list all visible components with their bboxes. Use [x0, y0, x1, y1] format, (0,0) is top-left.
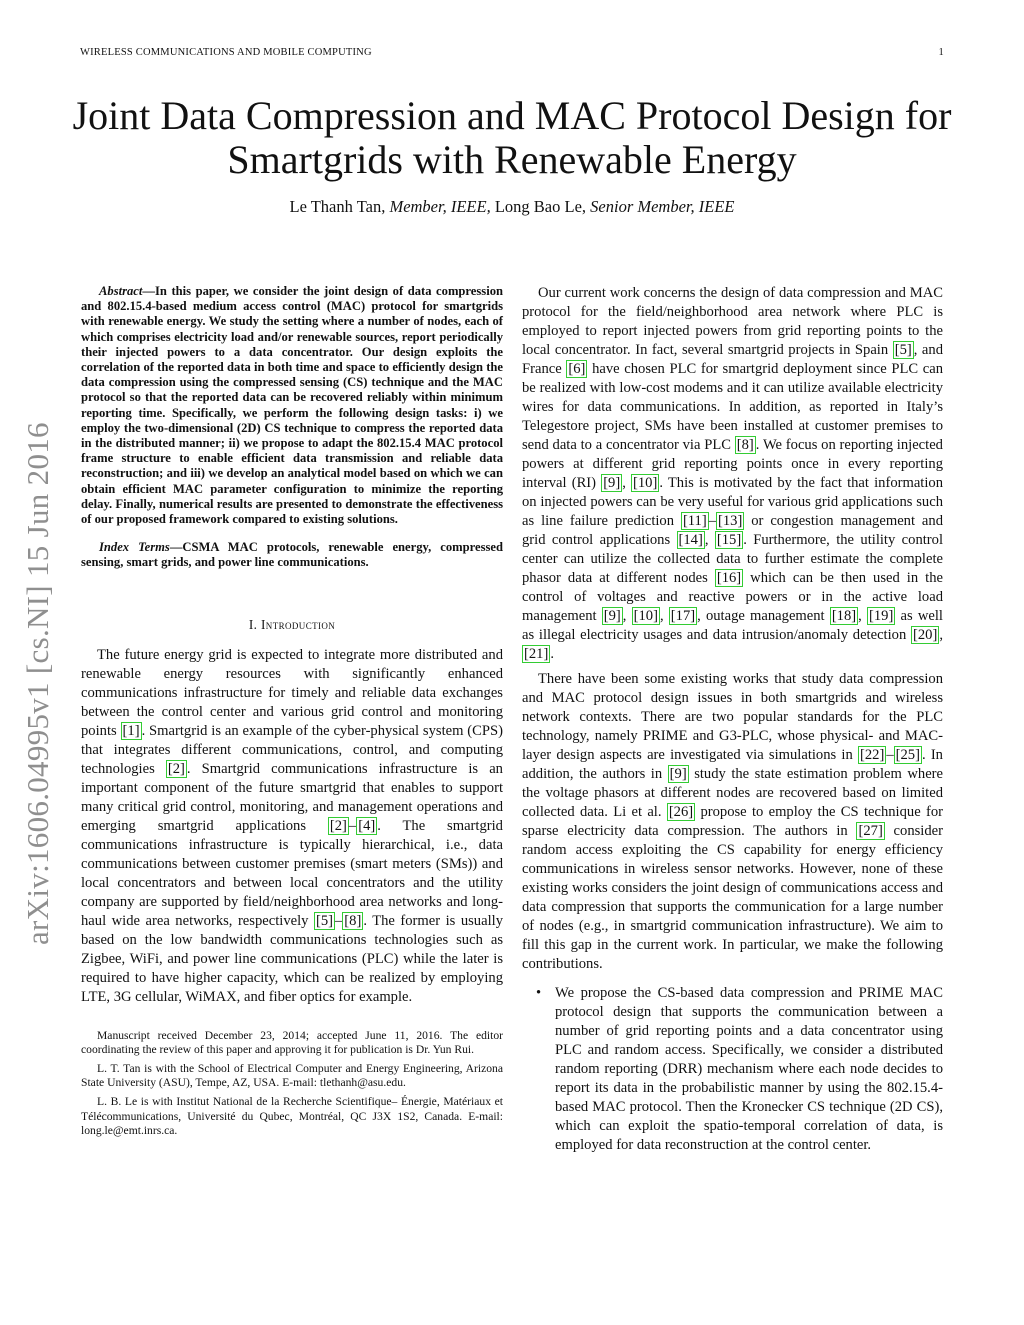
text-run: . We focus on reporting injected powers at different grid reporting points once in every reporting interval (RI) [522, 437, 943, 491]
author-1-name: Le Thanh Tan, [289, 197, 390, 216]
citation-link[interactable]: [6] [568, 361, 586, 377]
citation-link[interactable]: [8] [344, 912, 362, 929]
citation-link[interactable]: [5] [894, 342, 912, 358]
footnote-manuscript: Manuscript received December 23, 2014; accepted June 11, 2016. The editor coordinating the review of this paper and approving it for publication is Dr. Yun Rui. [81, 1028, 503, 1057]
text-run: , [622, 608, 632, 624]
citation-link[interactable]: [16] [716, 570, 742, 586]
text-run: consider random access exploiting the CS capability for energy efficiency communications in wireless sensor networks. However, none of these existing works considers the joint design of communications access and data compression that supports the communication for a large number of nodes (e.g., in smartgrid communication infrastructure). We aim to fill this gap in the current work. In particular, we make the following contributions. [522, 823, 943, 972]
body-paragraph [522, 670, 943, 974]
text-run: , and France [522, 342, 943, 377]
bullet-text: We propose the CS-based data compression and PRIME MAC protocol design that supports the communication between a number of grid reporting points and a data concentrator using PLC and random access. Specifically, we consider a distributed random reporting (DRR) mechanism where each node decides to report its data in the probabilistic manner by using the 802.15.4-based MAC protocol. Then the Kronecker CS technique (2D CS), which can exploit the spatio-temporal correlation of data, is employed for data reconstruction at the control center. [555, 985, 943, 1153]
text-run: . In addition, the authors in [522, 747, 943, 782]
citation-link[interactable]: [15] [716, 532, 742, 548]
citation-link[interactable]: [20] [913, 627, 938, 643]
index-terms-text: —CSMA MAC protocols, renewable energy, compressed sensing, smart grids, and power line communications. [81, 540, 503, 570]
running-head [80, 47, 944, 58]
footnotes [81, 1029, 503, 1139]
index-terms-label: Index Terms [99, 540, 170, 555]
citation-link[interactable]: [22] [860, 747, 885, 763]
text-run: , [939, 627, 943, 643]
citation-link[interactable]: [11] [682, 513, 707, 529]
section-title: Introduction [261, 616, 336, 632]
abstract-text: —In this paper, we consider the joint design of data compression and 802.15.4-based medium access control (MAC) protocol for smartgrids with renewable energy. We study the setting where a number of nodes, each of which comprises electricity load and/or renewable sources, report periodically their injected powers to a data concentrator. Our design exploits the correlation of the reported data in both time and space to efficiently design the data compression using the compressed sensing (CS) technique and the MAC protocol so that the reported data can be recovered reliably within minimum reporting time. Specifically, we perform the following design tasks: i) we employ the two-dimensional (2D) CS technique to compress the reported data in the distributed manner; ii) we propose to adapt the 802.15.4 MAC protocol frame structure to enable efficient data transmission and reliable data reconstruction; and iii) we develop an analytical model based on which we can obtain efficient MAC parameter configuration to minimize the reporting delay. Finally, numerical results are presented to demonstrate the effectiveness of our proposed framework compared to existing solutions. [81, 284, 503, 527]
right-column [522, 284, 943, 1155]
text-run: , [659, 608, 669, 624]
text-run: which can be then used in the control of voltages and reactive powers or in the active load management [522, 570, 943, 624]
text-run: , [858, 608, 867, 624]
citation-link[interactable]: [10] [633, 608, 658, 624]
text-run: – [886, 747, 894, 763]
citation-link[interactable]: [18] [831, 608, 857, 624]
citation-link[interactable]: [26] [668, 804, 694, 820]
text-run: as well as illegal electricity usages and data intrusion/anomaly detection [522, 608, 943, 643]
abstract [81, 284, 503, 527]
text-run: – [334, 912, 343, 929]
text-run: , outage management [697, 608, 830, 624]
text-run: , [704, 532, 715, 548]
text-run: Our current work concerns the design of data compression and MAC protocol for the field/neighborhood area network where PLC is employed to report injected powers from grid reporting points to the local concentrator. In fact, several smartgrid projects in Spain [522, 285, 943, 358]
contribution-bullet [522, 984, 943, 1155]
text-run: . Furthermore, the utility control center can utilize the collected data to further estimate the complete phasor data at different nodes [522, 532, 944, 586]
citation-link[interactable]: [9] [603, 475, 621, 491]
text-run: have chosen PLC for smartgrid deployment since PLC can be realized with low-cost modems and it can utilize available electricity wires for data communications. In addition, as reported in Italy’s Telegestore project, SMs have been installed at customer premises to send data to a concentrator via PLC [522, 361, 943, 453]
page-number: 1 [938, 47, 944, 58]
citation-link[interactable]: [1] [122, 722, 140, 739]
section-heading-introduction [81, 617, 503, 633]
author-line [60, 197, 964, 217]
citation-link[interactable]: [2] [167, 760, 185, 777]
abstract-label: Abstract [99, 284, 143, 298]
text-run: . [550, 646, 554, 662]
citation-link[interactable]: [17] [670, 608, 696, 624]
citation-link[interactable]: [25] [895, 747, 920, 763]
text-run: study the state estimation problem where the voltage phasors at different nodes are recovered based on limited collected data. Li et al. [522, 766, 944, 820]
text-run: or congestion management and grid control applications [522, 513, 943, 548]
journal-name: WIRELESS COMMUNICATIONS AND MOBILE COMPUTING [80, 47, 372, 58]
citation-link[interactable]: [10] [633, 475, 658, 491]
text-run: The future energy grid is expected to integrate more distributed and renewable energy resources with significantly enhanced communications infrastructure for timely and reliable data exchanges between the control center and various grid control and monitoring points [81, 646, 503, 739]
text-run: . The smartgrid communications infrastructure is typically hierarchical, i.e., data communications between customer premises (smart meters (SMs)) and local concentrators and between local concentrators and the utility company are supported by field/neighborhood area networks and long-haul wide area networks, respectively [81, 817, 503, 929]
citation-link[interactable]: [21] [524, 646, 549, 662]
text-run: , [622, 475, 632, 491]
citation-link[interactable]: [4] [358, 817, 376, 834]
citation-link[interactable]: [9] [669, 766, 687, 782]
text-run: There have been some existing works that study data compression and MAC protocol design issues in both smartgrids and wireless network contexts. There are two popular standards for the PLC technology, namely PRIME and G3-PLC, whose physical- and MAC-layer design aspects are investigated via simulations in [522, 671, 943, 763]
citation-link[interactable]: [9] [603, 608, 621, 624]
text-run: – [708, 513, 717, 529]
arxiv-stamp[interactable]: arXiv:1606.04995v1 [cs.NI] 15 Jun 2016 [20, 422, 55, 945]
section-number: I. [248, 616, 261, 632]
citation-link[interactable]: [5] [315, 912, 333, 929]
text-run: . This is motivated by the fact that information on injected powers can be very useful for various grid applications such as line failure prediction [522, 475, 944, 529]
bullet-dot: • [536, 985, 542, 1001]
left-column [81, 284, 503, 1143]
body-paragraph [522, 284, 943, 664]
citation-link[interactable]: [8] [736, 437, 754, 453]
citation-link[interactable]: [13] [718, 513, 743, 529]
text-run: . The former is usually based on the low bandwidth communications technologies such as Zigbee, WiFi, and power line communications (PLC) while the later is required to have higher capacity, which can be realized by employing LTE, 3G cellular, WiMAX, and fiber optics for example. [81, 912, 503, 1005]
index-terms [81, 540, 503, 570]
author-1-role: Member, IEEE, [389, 197, 491, 216]
paper-title: Joint Data Compression and MAC Protocol Design for Smartgrids with Renewable Energy [72, 93, 952, 182]
intro-paragraph [81, 646, 503, 1007]
citation-link[interactable]: [19] [868, 608, 894, 624]
citation-link[interactable]: [14] [678, 532, 703, 548]
citation-link[interactable]: [2] [329, 817, 347, 834]
text-run: . Smartgrid is an example of the cyber-physical system (CPS) that integrates different communications, control, and computing technologies [81, 722, 503, 777]
citation-link[interactable]: [27] [858, 823, 883, 839]
footnote-author-1: L. T. Tan is with the School of Electrical Computer and Energy Engineering, Arizona State University (ASU), Tempe, AZ, USA. E-mail: tlethanh@asu.edu. [81, 1061, 503, 1090]
author-2-name: Long Bao Le, [490, 197, 591, 216]
text-run: – [348, 817, 357, 834]
footnote-author-2: L. B. Le is with Institut National de la Recherche Scientifique– Énergie, Matériaux et Télécommunications, Université du Qubec, Montréal, QC J3X 1S2, Canada. E-mail: long.le@emt.inrs.ca. [81, 1095, 503, 1138]
author-2-role: Senior Member, IEEE [590, 197, 735, 216]
text-run: propose to employ the CS technique for sparse electricity data compression. The authors in [522, 804, 944, 839]
text-run: . Smartgrid communications infrastructure is an important component of the future smartgrid that enables to support many critical grid control, monitoring, and management operations and emerging smartgrid applications [81, 760, 503, 834]
